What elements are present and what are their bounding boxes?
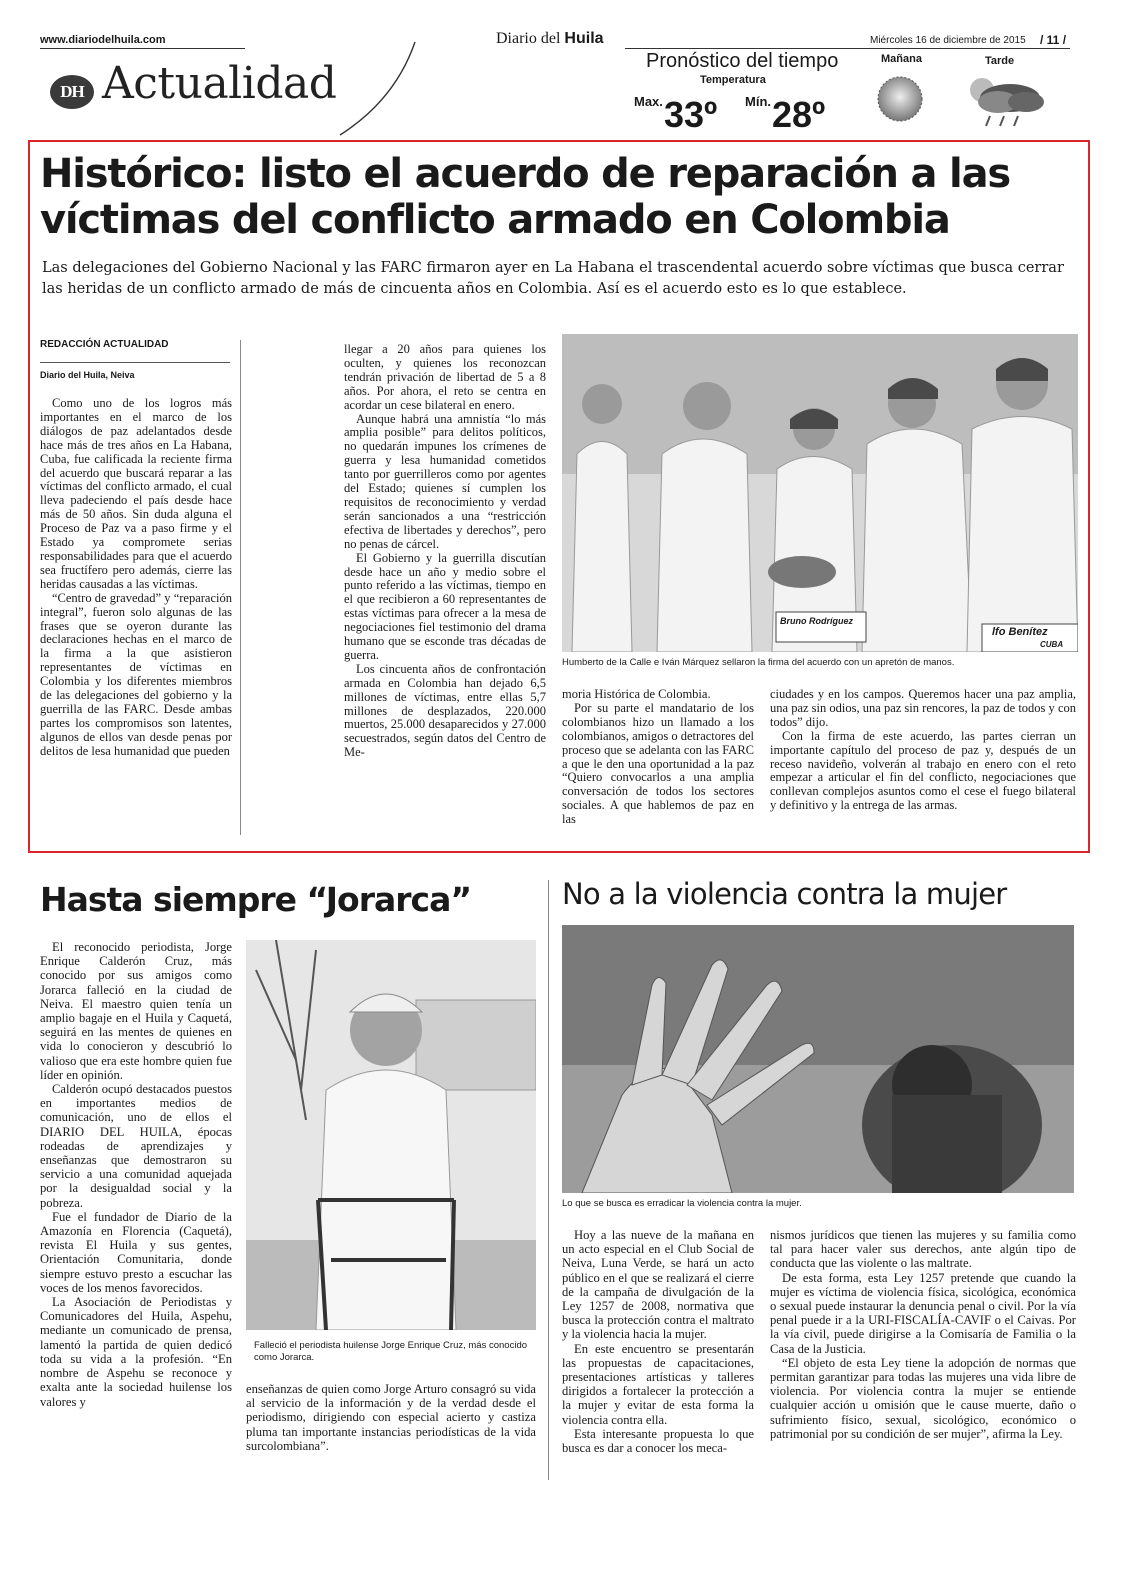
handshake-photo-caption: Humberto de la Calle e Iván Márquez sellaron la firma del acuerdo con un apretón de manos. [562,657,955,668]
paragraph: La Asociación de Periodistas y Comunicadores del Huila, Aspehu, mediante un comunicado de prensa, lamentó la partida de quien dedicó toda su vida a la profesión. “En nombre de Aspehu se reconoce y exalta ante la sociedad huilense los valores y [40,1295,232,1409]
paragraph: Con la firma de este acuerdo, las partes cierran un importante capítulo del proceso de paz y, después de un receso navideño, volverán al trabajo en enero con el reto empezar a articular el fin del conflicto, negociaciones que conllevan complejos asuntos como el cese el fuego bilateral y definitivo y la entrega de las armas. [770,728,1076,813]
placard-bruno: Bruno Rodríguez [780,616,853,626]
byline-rule [40,362,230,363]
story2-column-2 [246,1382,536,1453]
main-article-column-1 [40,397,232,759]
cloud-rain-icon [960,72,1050,130]
paragraph: El reconocido periodista, Jorge Enrique Calderón Cruz, más conocido por sus amigos como Jorarca falleció en la ciudad de Neiva. El maestro quien tenía un amplio bagaje en el Huila y Caquetá, seguirá en las mentes de quienes en vida lo conocieron y descubrió lo valioso que era este hombre quien fue líder en opinión. [40,940,232,1082]
paragraph: “Centro de gravedad” y “reparación integral”, fueron solo algunas de las frases que se oyeron durante las declaraciones hechas en el marco de la firma a la que asistieron representantes de víctimas en Colombia y los diferentes miembros de las delegaciones del gobierno y la guerrilla de las FARC. Desde ambas partes los compromisos son latentes, algunos de ellos van desde penas por delitos de lesa humanidad que pueden [40,590,232,758]
main-article-column-2 [344,343,546,760]
paragraph: Fue el fundador de Diario de la Amazonía en Florencia (Caquetá), revista El Huila y sus gentes, Orientación Comunitaria, donde siempre estuvo presto a escuchar las voces de los menos favorecidos. [40,1209,232,1295]
paragraph: moria Histórica de Colombia. [562,687,711,701]
violence-photo-caption: Lo que se busca es erradicar la violencia contra la mujer. [562,1198,802,1209]
story-divider-rule [548,880,549,1480]
sun-icon [875,74,925,124]
paragraph: Calderón ocupó destacados puestos en importantes medios de comunicación, uno de ellos el DIARIO DEL HUILA, épocas rodeadas de aprendizajes y enseñanzas que demostraron su servicio a una comunidad aquejada por la desigualdad social y la pobreza. [40,1082,232,1210]
weather-morning-label: Mañana [881,53,922,65]
weather-min-label: Mín. [745,94,771,109]
main-article-column-4 [770,688,1076,813]
paragraph: Esta interesante propuesta lo que busca es dar a conocer los meca- [562,1426,754,1456]
paragraph: Aunque habrá una amnistía “lo más amplia posible” para delitos políticos, no quedarán impunes los crímenes de guerra y lesa humanidad cometidos tanto por guerrilleros como por agentes del Estado; quienes sí cumplen los requisitos de reconocimiento y verdad serán sancionados a una “restricción efectiva de libertades y derechos”, pero no penas de cárcel. [344,411,546,551]
weather-forecast-title: Pronóstico del tiempo [646,50,839,72]
story2-column-1 [40,940,232,1409]
paragraph: En este encuentro se presentarán las propuestas de capacitaciones, presentaciones artísticas y talleres dirigidos a fortalecer la protección a la mujer y evitar de esta forma la violencia contra ella. [562,1341,754,1427]
story2-headline: Hasta siempre “Jorarca” [40,880,472,919]
jorarca-photo-caption: Falleció el periodista huilense Jorge Enrique Cruz, más conocido como Jorarca. [254,1340,528,1363]
weather-max-value: 33º [664,94,718,135]
paragraph: enseñanzas de quien como Jorge Arturo consagró su vida al servicio de la información y de la verdad desde el periodismo, dirigiendo con especial acierto y castiza pluma tan importante instancias periodísticas de la vida surcolombiana”. [246,1382,536,1453]
jorarca-photo [246,940,536,1330]
paragraph: El Gobierno y la guerrilla discutían desde hace un año y medio sobre el punto referido a las víctimas, tiempo en el que recibieron a 60 representantes de estas víctimas para ofrecer a la mesa de negociaciones fiel testimonio del drama humano que se esconde tras décadas de guerra. [344,550,546,662]
paragraph: De esta forma, esta Ley 1257 pretende que cuando la mujer es víctima de violencia física, sicológica, económica o sexual puede instaurar la denuncia penal o civil. Por la vía penal puede ir a la URI-FISCALÍA-CAVIF o el Caivas. Por la vía civil, puede dirigirse a la Comisaría de Familia o la Casa de la Justicia. [770,1270,1076,1356]
placard-cuba: CUBA [1040,640,1064,649]
column-rule [240,340,241,835]
weather-afternoon-label: Tarde [985,55,1015,67]
violence-photo [562,925,1074,1193]
weather-temperature-label: Temperatura [700,74,766,86]
story3-column-2 [770,1228,1076,1441]
byline: REDACCIÓN ACTUALIDAD [40,339,169,350]
handshake-photo [562,334,1078,652]
paragraph: ciudades y en los campos. Queremos hacer una paz amplia, una paz sin odios, una paz sin rencores, la paz de todos y con todos” dijo. [770,687,1076,729]
main-article-column-3 [562,688,754,827]
story3-headline: No a la violencia contra la mujer [562,877,1007,911]
header-rule-right [625,48,1070,49]
section-swoosh-decoration [300,40,420,140]
dateline: Diario del Huila, Neiva [40,370,135,380]
issue-date: Miércoles 16 de diciembre de 2015 [870,35,1026,46]
page-number: / 11 / [1040,33,1067,47]
dh-logo: DH [50,75,94,109]
paragraph: Por su parte el mandatario de los colombianos hizo un llamado a los colombianos, amigos o detractores del proceso que se adelanta con las FARC a que le den una oportunidad a la paz “Quiero convocarlos a una amplia conversación de todos los sectores sociales. A que hablemos de paz en las [562,700,754,827]
paragraph: nismos jurídicos que tienen las mujeres y su familia como tal para hacer valer sus derechos, ante algún tipo de conducta que las violente o las maltrate. [770,1228,1076,1271]
newspaper-name: Diario del Huila [496,30,604,47]
placard-benitez: lfo Benítez [992,626,1048,638]
website-url: www.diariodelhuila.com [40,34,166,46]
paragraph: llegar a 20 años para quienes los oculten, y quienes los reconozcan tendrán privación de libertad de 5 a 8 años. Por ahora, el reto se centra en acordar un cese bilateral en enero. [344,342,546,412]
paragraph: Los cincuenta años de confrontación armada en Colombia han dejado 6,5 millones de víctimas, entre ellas 5,7 millones de desplazados, 220.000 muertos, 25.000 desaparecidos y 27.000 secuestrados, según datos del Centro de Me- [344,661,546,760]
main-dek: Las delegaciones del Gobierno Nacional y las FARC firmaron ayer en La Habana el trascendental acuerdo sobre víctimas que busca cerrar las heridas de un conflicto armado de más de cincuenta años en Colombia. Así es el acuerdo esto es lo que establece. [42,260,1064,297]
main-headline: Histórico: listo el acuerdo de reparación a las víctimas del conflicto armado en Colombia [40,151,1010,243]
paragraph: “El objeto de esta Ley tiene la adopción de normas que permitan garantizar para todas las mujeres una vida libre de violencia. Por violencia contra la mujer se entiende cualquier acción u omisión que le cause muerte, daño o sufrimiento físico, sexual, sicológico, económico o patrimonial por su condición de ser mujer”, afirma la Ley. [770,1355,1076,1441]
story3-column-1 [562,1228,754,1455]
paragraph: Hoy a las nueve de la mañana en un acto especial en el Club Social de Neiva, Luna Verde, se hará un acto público en el que se realizará el cierre de la campaña de divulgación de la Ley 1257 de 2008, normativa que busca la protección contra el maltrato y la violencia hacia la mujer. [562,1228,754,1342]
header-rule-left [40,48,245,49]
weather-max-label: Max. [634,94,663,109]
section-title: Actualidad [102,58,337,109]
paragraph: Como uno de los logros más importantes en el marco de los diálogos de paz adelantados desde hace más de tres años en La Habana, Cuba, fue calificada la reciente firma del acuerdo que buscará reparar a las víctimas del conflicto armado, el cual lleva padeciendo el país desde hace más de 50 años. Sin duda alguna el Proceso de Paz va a paso firme y el Estado ya compromete serias responsabilidades para que el acuerdo sea fructífero pero además, cierre las heridas causadas a las víctimas. [40,396,232,591]
weather-min-value: 28º [772,94,826,135]
